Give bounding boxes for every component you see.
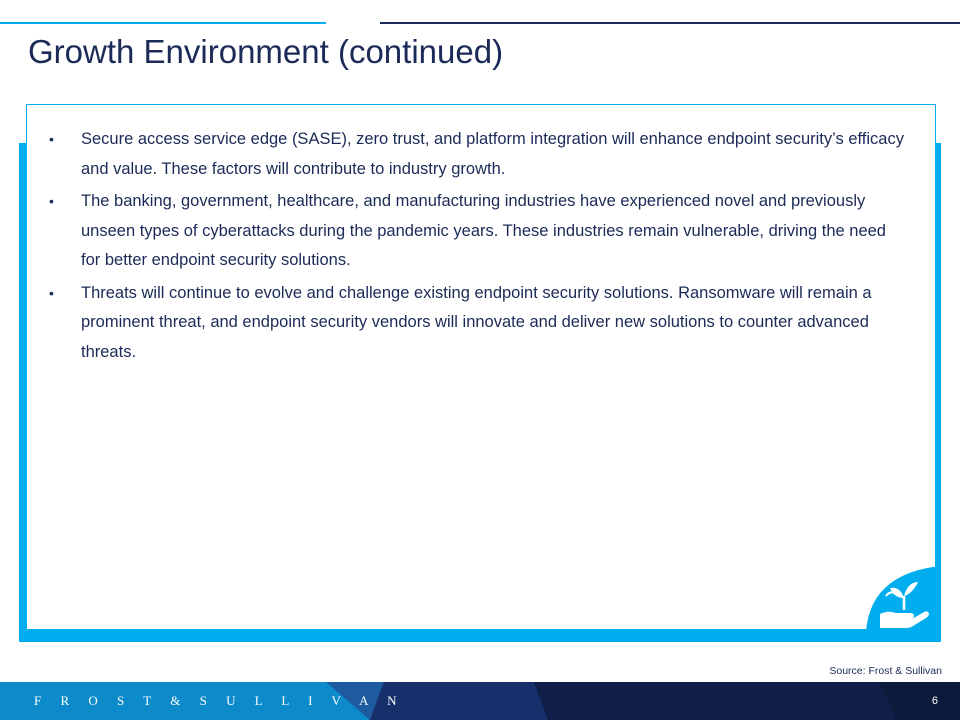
- bullet-text: The banking, government, healthcare, and manufacturing industries have experienced novel and previously unseen types of cyberattacks during the pandemic years. These industries remain vulnerable, driving the need for better endpoint security solutions.: [81, 192, 886, 269]
- bullet-icon: •: [49, 193, 54, 209]
- footer-bar: [0, 682, 960, 720]
- page-number: 6: [931, 695, 938, 707]
- hand-holding-plant-icon: [866, 566, 940, 632]
- brand-wordmark: F R O S T & S U L L I V A N: [34, 693, 405, 708]
- top-navy-rule: [380, 22, 960, 24]
- bullet-icon: •: [49, 131, 54, 147]
- source-note: Source: Frost & Sullivan: [829, 665, 942, 677]
- bullet-icon: •: [49, 284, 54, 301]
- bullet-text: Secure access service edge (SASE), zero trust, and platform integration will enhance endpoint security’s efficacy and value. These factors will contribute to industry growth.: [81, 130, 904, 178]
- bullet-item: [27, 187, 907, 276]
- bullet-text: Threats will continue to evolve and challenge existing endpoint security solutions. Ransomware will remain a prominent threat, and endpoint security vendors will innovate and deliver new solutions to counter advanced threats.: [81, 283, 872, 361]
- top-accent-rule: [0, 22, 326, 24]
- slide-title: Growth Environment (continued): [28, 33, 504, 70]
- bullet-list: [27, 125, 907, 370]
- bullet-item: [27, 279, 907, 368]
- content-box: [26, 104, 936, 630]
- bullet-item: [27, 125, 907, 184]
